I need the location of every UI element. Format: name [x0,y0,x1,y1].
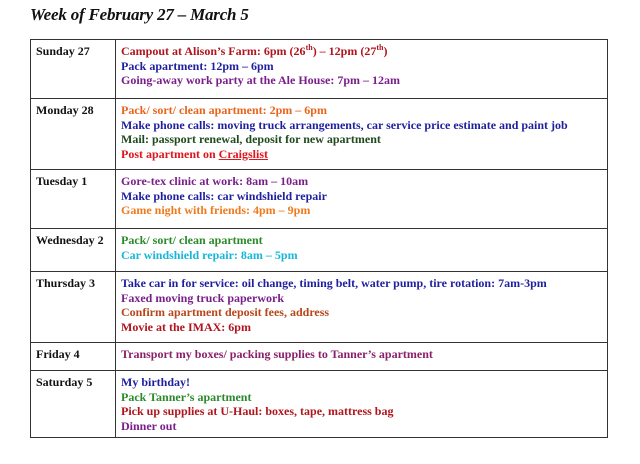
events-cell [116,371,608,438]
day-label: Tuesday 1 [31,170,116,229]
page-title: Week of February 27 – March 5 [30,5,249,24]
day-label: Friday 4 [31,343,116,371]
table-row [31,40,608,99]
event-entry [121,375,601,390]
table-row [31,371,608,438]
event-text: Post apartment on [121,146,219,161]
event-text: Campout at Alison’s Farm: 6pm (26 [121,44,306,58]
event-text: Pack/ sort/ clean apartment: 2pm – 6pm [121,103,327,117]
event-entry [121,147,601,162]
event-entry [121,404,601,419]
event-entry [121,44,601,59]
event-text: Take car in for service: oil change, timing belt, water pump, tire rotation: 7am-3pm [121,276,547,290]
day-label: Monday 28 [31,99,116,170]
event-entry [121,73,601,88]
schedule-table [30,39,608,438]
event-text: ) [383,44,388,58]
events-cell [116,40,608,99]
event-text: Mail: passport renewal, deposit for new apartment [121,132,381,146]
event-entry [121,174,601,189]
event-text: Make phone calls: car windshield repair [121,188,327,203]
craigslist-link[interactable]: Craigslist [218,146,269,161]
event-text: Going-away work party at the Ale House: 7pm – 12am [121,73,400,87]
ordinal-suffix: th [376,43,384,52]
event-text: Make phone calls: moving truck arrangements, car service price estimate and paint job [121,117,568,132]
day-label: Wednesday 2 [31,229,116,272]
day-label: Saturday 5 [31,371,116,438]
event-entry [121,203,601,218]
day-label: Sunday 27 [31,40,116,99]
event-text: Dinner out [121,418,177,433]
events-cell [116,99,608,170]
day-label: Thursday 3 [31,272,116,343]
event-text: Gore-tex clinic at work: 8am – 10am [121,174,309,188]
event-text: Pick up supplies at U-Haul: boxes, tape, mattress bag [121,404,394,418]
event-entry [121,291,601,306]
ordinal-suffix: th [305,43,313,52]
event-entry [121,233,601,248]
event-text: Confirm apartment deposit fees, address [121,305,330,319]
event-entry [121,118,601,133]
event-entry [121,132,601,147]
event-entry [121,320,601,335]
event-entry [121,419,601,434]
event-text: Faxed moving truck paperwork [121,290,284,305]
events-cell [116,343,608,371]
table-row [31,272,608,343]
table-row [31,170,608,229]
event-text: Pack/ sort/ clean apartment [121,233,263,247]
event-text: Movie at the IMAX: 6pm [121,319,251,334]
event-text: Car windshield repair: 8am – 5pm [121,247,298,262]
event-entry [121,347,601,362]
event-text: Pack Tanner’s apartment [121,389,252,404]
event-entry [121,248,601,263]
event-entry [121,59,601,74]
event-text: Pack apartment: 12pm – 6pm [121,58,274,73]
table-row [31,99,608,170]
event-text: Game night with friends: 4pm – 9pm [121,203,311,217]
event-text: Transport my boxes/ packing supplies to Tanner’s apartment [121,347,433,361]
event-text: ) – 12pm (27 [312,44,377,58]
event-entry [121,276,601,291]
event-entry [121,305,601,320]
events-cell [116,272,608,343]
events-cell [116,170,608,229]
table-row [31,343,608,371]
event-entry [121,103,601,118]
event-entry [121,390,601,405]
events-cell [116,229,608,272]
event-entry [121,189,601,204]
event-text: My birthday! [121,375,190,389]
table-row [31,229,608,272]
